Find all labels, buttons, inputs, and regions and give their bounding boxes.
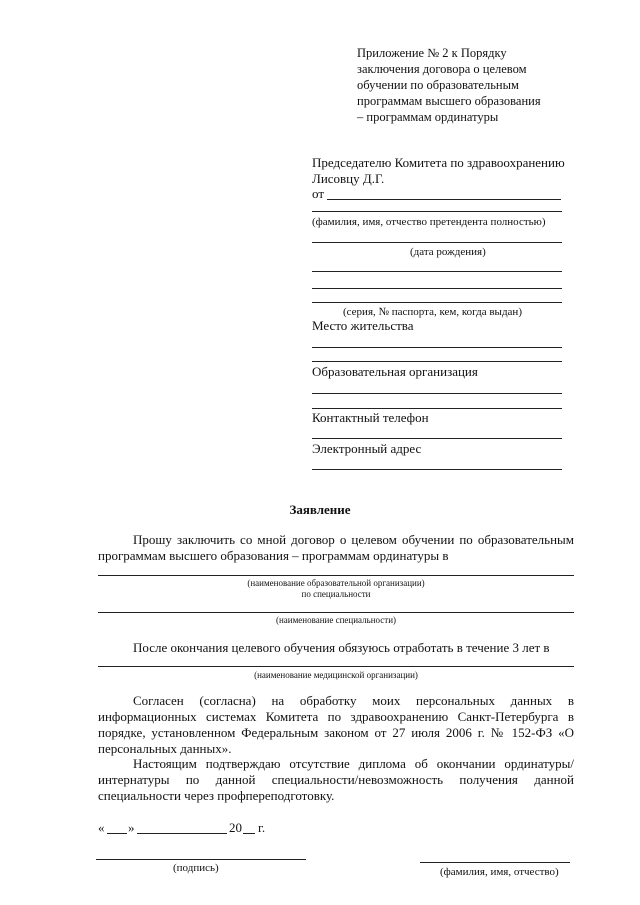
document-title: Заявление (289, 502, 351, 517)
by-specialty-label: по специальности (301, 589, 371, 599)
specialty-caption: (наименование специальности) (275, 615, 397, 625)
fio-line[interactable] (312, 211, 562, 212)
date-day-line[interactable] (107, 833, 127, 834)
education-org-line-1[interactable] (312, 393, 562, 394)
confirmation-paragraph: Настоящим подтверждаю отсутствие диплома об окончании ординатуры/интернатуры по данной специальности/невозможность получения данной специальности через профпереподготовку. (98, 756, 574, 803)
date-month-line[interactable] (137, 833, 227, 834)
annex-line: заключения договора о целевом (357, 62, 527, 76)
date-close-quote: » (128, 820, 135, 835)
passport-line-1[interactable] (312, 271, 562, 272)
birth-date-caption: (дата рождения) (410, 246, 486, 258)
full-name-caption: (фамилия, имя, отчество) (440, 866, 559, 878)
fio-caption: (фамилия, имя, отчество претендента полностью) (312, 216, 546, 228)
from-label: от (312, 186, 325, 201)
from-line[interactable] (327, 199, 561, 200)
signature-line[interactable] (96, 859, 306, 860)
date-year-prefix: 20 (229, 820, 242, 835)
annex-line: обучении по образовательным (357, 78, 519, 92)
phone-label: Контактный телефон (312, 410, 429, 425)
passport-caption: (серия, № паспорта, кем, когда выдан) (343, 306, 522, 318)
annex-line: Приложение № 2 к Порядку (357, 46, 507, 60)
consent-paragraph: Согласен (согласна) на обработку моих персональных данных в информационных системах Комитета по здравоохранению Санкт-Петербурга в порядке, установленном Федеральным законом от 27 июля 2006 г. № 152-ФЗ «О персональных данных». (98, 693, 574, 756)
date-year-line[interactable] (243, 833, 255, 834)
phone-line[interactable] (312, 438, 562, 439)
email-line[interactable] (312, 469, 562, 470)
education-org-name-caption: (наименование образовательной организации) (247, 578, 425, 588)
request-line-1: Прошу заключить со мной договор о целевом обучении по образовательным (133, 532, 574, 547)
specialty-line[interactable] (98, 612, 574, 613)
birth-date-line[interactable] (312, 242, 562, 243)
passport-line-2[interactable] (312, 288, 562, 289)
request-line-2: программам высшего образования – программам ординатуры в (98, 548, 449, 563)
residence-line-1[interactable] (312, 347, 562, 348)
full-name-line[interactable] (420, 862, 570, 863)
date-open-quote: « (98, 820, 105, 835)
annex-block (357, 45, 541, 125)
education-org-label: Образовательная организация (312, 364, 478, 379)
addressee-name: Лисовцу Д.Г. (312, 171, 385, 186)
residence-label: Место жительства (312, 318, 414, 333)
education-org-line-2[interactable] (312, 408, 562, 409)
date-year-suffix: г. (258, 820, 266, 835)
passport-line-3[interactable] (312, 302, 562, 303)
email-label: Электронный адрес (312, 441, 422, 456)
addressee-position: Председателю Комитета по здравоохранению (312, 155, 565, 170)
education-org-name-line[interactable] (98, 575, 574, 576)
annex-line: – программам ординатуры (357, 110, 499, 124)
obligation-text: После окончания целевого обучения обязуюсь отработать в течение 3 лет в (133, 640, 550, 655)
annex-line: программам высшего образования (357, 94, 541, 108)
residence-line-2[interactable] (312, 361, 562, 362)
medical-org-caption: (наименование медицинской организации) (254, 670, 418, 680)
signature-caption: (подпись) (173, 862, 219, 874)
medical-org-line[interactable] (98, 666, 574, 667)
